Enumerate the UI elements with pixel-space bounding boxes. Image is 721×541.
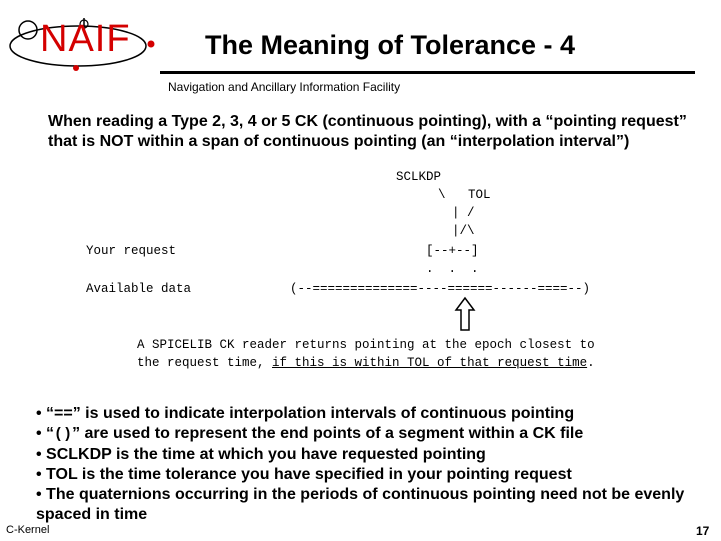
bullet-item: [36, 424, 716, 445]
available-data-line: (--==============----======------====--): [290, 282, 591, 296]
page-title: The Meaning of Tolerance - 4: [205, 30, 576, 60]
bullet-item: • TOL is the time tolerance you have specified in your pointing request: [36, 466, 572, 483]
bullet-text: ” are used to represent the end points of a segment within a CK file: [72, 425, 584, 442]
footer-label: C-Kernel: [6, 524, 50, 536]
diagram-dots: . . .: [426, 262, 479, 276]
intro-text: When reading a Type 2, 3, 4 or 5 CK (continuous pointing), with a “pointing request” that is NOT within a span of continuous pointing (an “interpolation interval”): [48, 113, 687, 150]
bullet-item: • The quaternions occurring in the periods of continuous pointing need not be evenly spaced in time: [36, 486, 685, 523]
note-line-1: A SPICELIB CK reader returns pointing at the epoch closest to: [137, 338, 595, 352]
bullet-text: • “: [36, 425, 55, 442]
note-line-2-start: the request time,: [137, 356, 273, 370]
available-data-label: Available data: [86, 282, 192, 296]
bullet-list: [36, 404, 716, 525]
sclkdp-label: SCLKDP: [396, 170, 442, 184]
diagram-slash-tol: \ TOL: [438, 188, 491, 202]
up-arrow-icon: [454, 296, 476, 332]
title-rule: [160, 71, 695, 74]
bullet-code: (): [54, 426, 73, 443]
diagram-pipe-slash: | /: [452, 206, 475, 220]
page-number: 17: [696, 524, 710, 538]
request-bracket: [--+--]: [426, 244, 479, 258]
your-request-label: Your request: [86, 244, 177, 258]
page-subtitle: Navigation and Ancillary Information Facility: [168, 80, 401, 94]
note-line-2-underlined: if this is within TOL of that request time: [272, 356, 588, 370]
diagram-pipe-backslash: |/\: [452, 224, 475, 238]
note-line-2: [137, 354, 595, 372]
bullet-item: • SCLKDP is the time at which you have requested pointing: [36, 446, 486, 463]
bullet-item: • “==” is used to indicate interpolation intervals of continuous pointing: [36, 405, 575, 422]
note-line-2-end: .: [587, 356, 595, 370]
logo-text: NAIF: [40, 18, 131, 60]
